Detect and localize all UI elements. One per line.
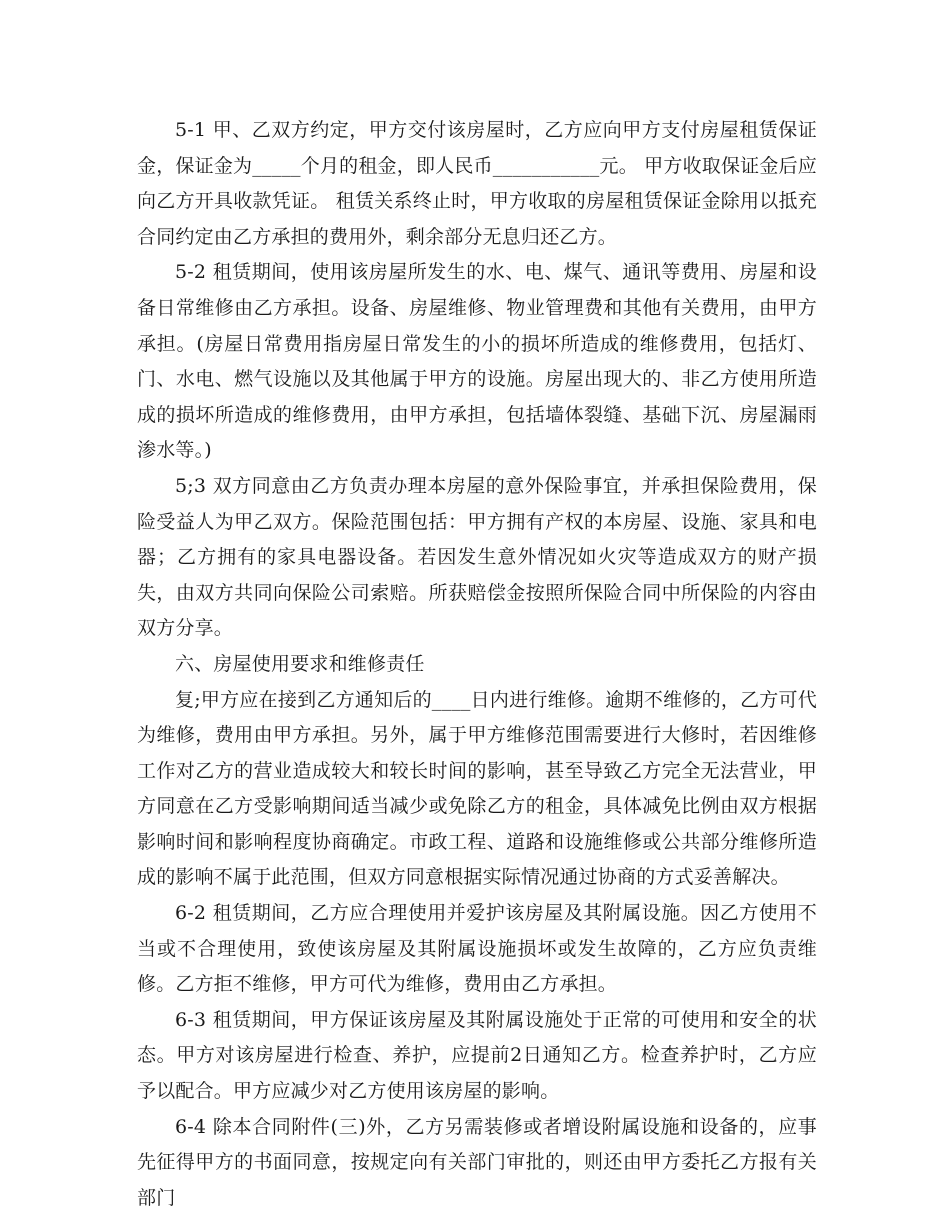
clause-5-2: 5-2 租赁期间，使用该房屋所发生的水、电、煤气、通讯等费用、房屋和设备日常维修由乙方承担。设备、房屋维修、物业管理费和其他有关费用，由甲方承担。(房屋日常费用指房屋日常发生的小的损坏所造成的维修费用，包括灯、门、水电、燃气设施以及其他属于甲方的设施。房屋出现大的、非乙方使用所造成的损坏所造成的维修费用，由甲方承担，包括墙体裂缝、基础下沉、房屋漏雨渗水等。): [137, 261, 817, 462]
clause-6-1: 复;甲方应在接到乙方通知后的____日内进行维修。逾期不维修的，乙方可代为维修，费用由甲方承担。另外，属于甲方维修范围需要进行大修时，若因维修工作对乙方的营业造成较大和较长时间的影响，甚至导致乙方完全无法营业，甲方同意在乙方受影响期间适当减少或免除乙方的租金，具体减免比例由双方根据影响时间和影响程度协商确定。市政工程、道路和设施维修或公共部分维修所造成的影响不属于此范围，但双方同意根据实际情况通过协商的方式妥善解决。: [137, 688, 817, 889]
clause-5-3: 5;3 双方同意由乙方负责办理本房屋的意外保险事宜，并承担保险费用，保险受益人为甲乙双方。保险范围包括：甲方拥有产权的本房屋、设施、家具和电器；乙方拥有的家具电器设备。若因发生意外情况如火灾等造成双方的财产损失，由双方共同向保险公司索赔。所获赔偿金按照所保险合同中所保险的内容由双方分享。: [137, 474, 817, 640]
clause-6-2: 6-2 租赁期间，乙方应合理使用并爱护该房屋及其附属设施。因乙方使用不当或不合理使用，致使该房屋及其附属设施损坏或发生故障的，乙方应负责维修。乙方拒不维修，甲方可代为维修，费用由乙方承担。: [137, 902, 817, 996]
document-body: [137, 113, 817, 1216]
clause-6-3: 6-3 租赁期间，甲方保证该房屋及其附属设施处于正常的可使用和安全的状态。甲方对该房屋进行检查、养护，应提前2日通知乙方。检查养护时，乙方应予以配合。甲方应减少对乙方使用该房屋的影响。: [137, 1008, 817, 1103]
clause-5-1: 5-1 甲、乙双方约定，甲方交付该房屋时，乙方应向甲方支付房屋租赁保证金，保证金为_____个月的租金，即人民币___________元。 甲方收取保证金后应向乙方开具收款凭证。 租赁关系终止时，甲方收取的房屋租赁保证金除用以抵充合同约定由乙方承担的费用外，剩余部分无息归还乙方。: [137, 119, 817, 248]
section-heading: 六、房屋使用要求和维修责任: [175, 652, 425, 675]
clause-6-4: 6-4 除本合同附件(三)外，乙方另需装修或者增设附属设施和设备的，应事先征得甲方的书面同意，按规定向有关部门审批的，则还由甲方委托乙方报有关部门: [137, 1115, 817, 1209]
